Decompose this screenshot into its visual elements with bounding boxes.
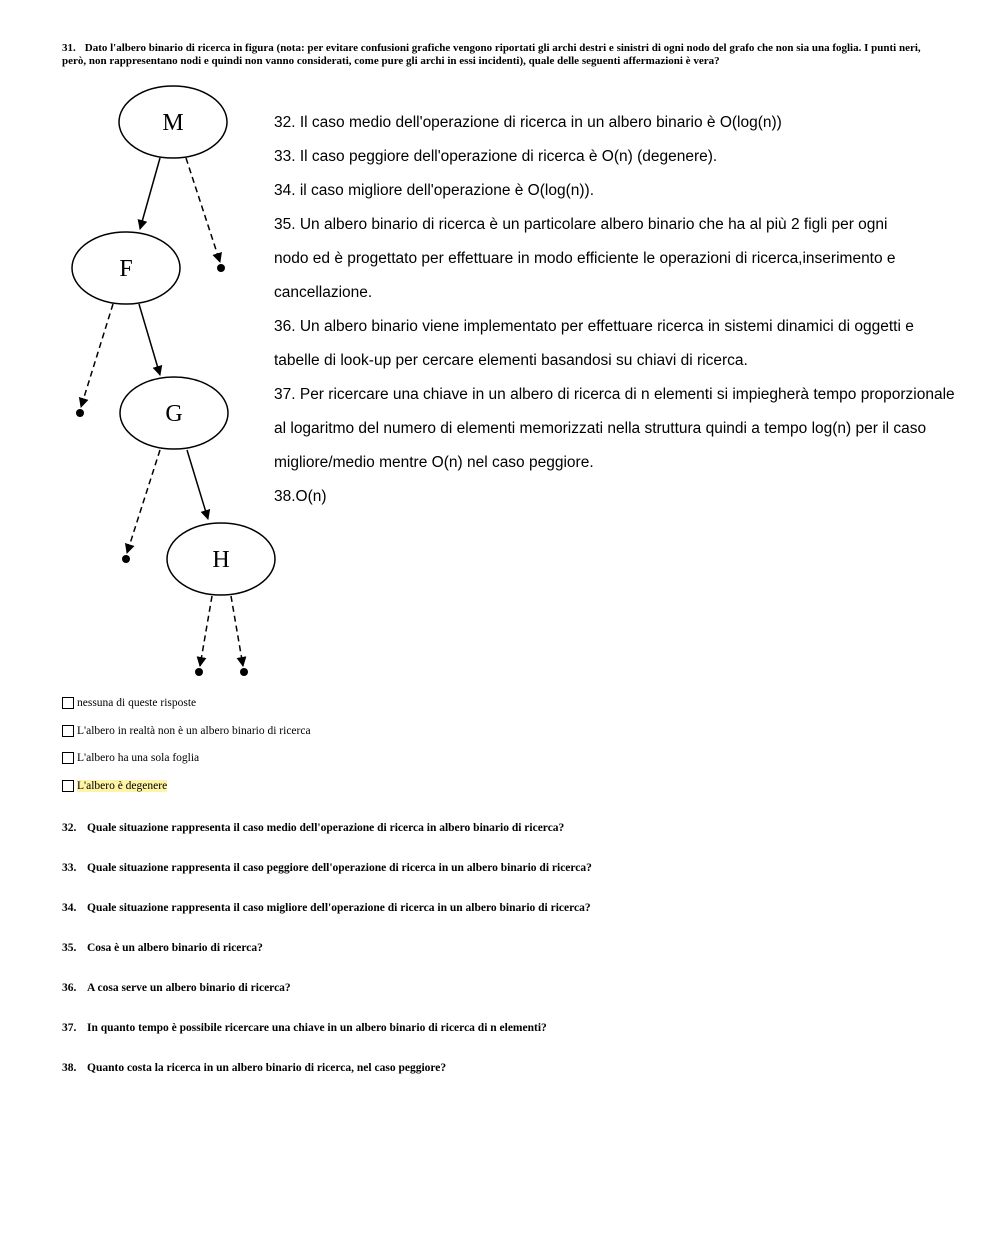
option-checkbox[interactable] [62, 725, 74, 737]
edge-m-right-null [186, 158, 220, 262]
question-item [62, 901, 592, 941]
question-item [62, 1021, 592, 1061]
edge-g-left-null [127, 450, 160, 553]
answer-line: al logaritmo del numero di elementi memorizzati nella struttura quindi a tempo log(n) per il caso [274, 420, 927, 437]
question-text: Quale situazione rappresenta il caso medio dell'operazione di ricerca in albero binario di ricerca? [87, 822, 565, 834]
edge-h-right-null [231, 596, 243, 666]
null-dot [240, 668, 248, 676]
question-text: Quanto costa la ricerca in un albero binario di ricerca, nel caso peggiore? [87, 1062, 447, 1074]
answer-line: 35. Un albero binario di ricerca è un particolare albero binario che ha al più 2 figli per ogni [274, 216, 888, 233]
null-dot [76, 409, 84, 417]
answer-options [62, 695, 311, 805]
option-label: nessuna di queste risposte [77, 697, 197, 709]
answer-line: nodo ed è progettato per effettuare in modo efficiente le operazioni di ricerca,inserimento e [274, 250, 896, 267]
answer-line: 32. Il caso medio dell'operazione di ricerca in un albero binario è O(log(n)) [274, 114, 782, 131]
question-text: In quanto tempo è possibile ricercare una chiave in un albero binario di ricerca di n elementi? [87, 1022, 547, 1034]
question-number: 35. [62, 942, 77, 954]
node-label: F [119, 256, 133, 282]
null-dot [122, 555, 130, 563]
node-label: H [212, 547, 230, 573]
edge-m-f [140, 158, 160, 229]
tree-node-f [72, 232, 180, 304]
option-degenerate [62, 778, 311, 794]
option-checkbox[interactable] [62, 752, 74, 764]
option-one-leaf [62, 750, 311, 766]
question-item [62, 821, 592, 861]
option-label-highlighted: L'albero è degenere [77, 779, 168, 792]
question-item [62, 1061, 592, 1101]
question-item [62, 941, 592, 981]
edge-g-h [187, 450, 208, 519]
option-label: L'albero in realtà non è un albero binario di ricerca [77, 724, 311, 737]
question-number: 37. [62, 1022, 77, 1034]
option-not-bst [62, 723, 311, 739]
edge-f-g [139, 304, 160, 375]
question-item [62, 861, 592, 901]
question-number: 36. [62, 982, 77, 994]
answer-line: migliore/medio mentre O(n) nel caso peggiore. [274, 454, 594, 471]
binary-search-tree-figure [0, 0, 300, 690]
question-number: 32. [62, 822, 77, 834]
question-list [62, 821, 592, 1101]
answer-line: tabelle di look-up per cercare elementi basandosi su chiavi di ricerca. [274, 352, 748, 369]
tree-node-h [167, 523, 275, 595]
null-dot [195, 668, 203, 676]
null-dot [217, 264, 225, 272]
edge-h-left-null [200, 596, 212, 666]
answers-text-block [274, 97, 1000, 522]
question-text: Quale situazione rappresenta il caso migliore dell'operazione di ricerca in un albero binario di ricerca? [87, 902, 591, 914]
question-item [62, 981, 592, 1021]
question-text: Cosa è un albero binario di ricerca? [87, 942, 263, 954]
edge-f-left-null [81, 304, 113, 407]
question-text: Dato l'albero binario di ricerca in figura (nota: per evitare confusioni grafiche vengono riportati gli archi destri e sinistri di ogni nodo del grafo che non sia una foglia. I punti neri, però, non rappresentano nodi e quindi non vanno considerati, come pure gli archi in essi incidenti), quale delle seguenti affermazioni è vera? [62, 42, 921, 67]
question-number: 33. [62, 862, 77, 874]
question-text: A cosa serve un albero binario di ricerca? [87, 982, 291, 994]
tree-node-g [120, 377, 228, 449]
question-number: 34. [62, 902, 77, 914]
option-checkbox[interactable] [62, 697, 74, 709]
node-label: M [162, 110, 184, 136]
option-label: L'albero ha una sola foglia [77, 752, 200, 764]
option-none [62, 695, 311, 711]
answer-line: 38.O(n) [274, 488, 327, 505]
node-label: G [165, 401, 183, 427]
question-text: Quale situazione rappresenta il caso peggiore dell'operazione di ricerca in un albero binario di ricerca? [87, 862, 592, 874]
question-number: 31. [62, 42, 76, 54]
answer-line: 34. il caso migliore dell'operazione è O(log(n)). [274, 182, 594, 199]
option-checkbox[interactable] [62, 780, 74, 792]
question-number: 38. [62, 1062, 77, 1074]
answer-line: 36. Un albero binario viene implementato per effettuare ricerca in sistemi dinamici di oggetti e [274, 318, 914, 335]
answer-line: 37. Per ricercare una chiave in un albero di ricerca di n elementi si impiegherà tempo proporzionale [274, 386, 955, 403]
answer-line: 33. Il caso peggiore dell'operazione di ricerca è O(n) (degenere). [274, 148, 718, 165]
tree-node-m [119, 86, 227, 158]
answer-line: cancellazione. [274, 284, 373, 301]
